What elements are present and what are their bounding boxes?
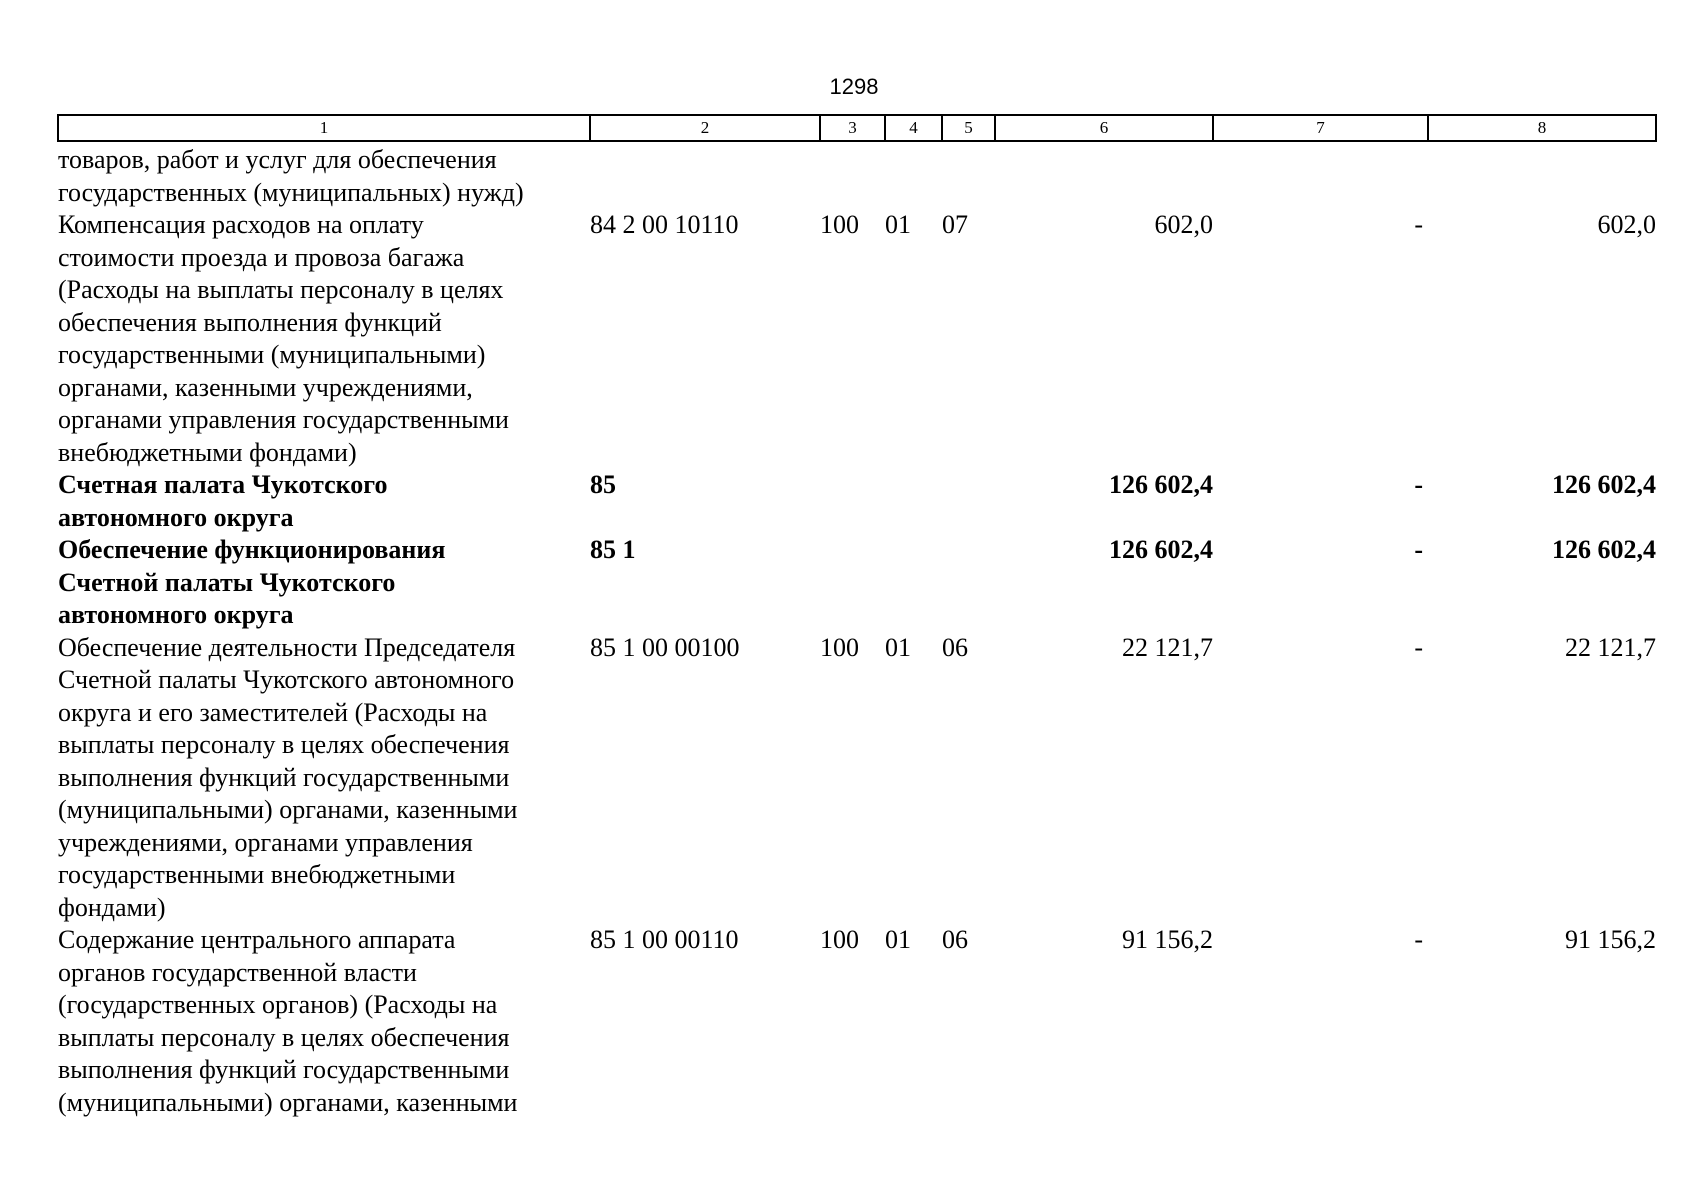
row-name-line: внебюджетными фондами) bbox=[58, 437, 357, 467]
row-name-line: выполнения функций государственными bbox=[58, 762, 510, 792]
target-article-code: 85 bbox=[590, 470, 616, 499]
amount-col6: 126 602,4 bbox=[1109, 535, 1213, 564]
row-name-line: (Расходы на выплаты персоналу в целях bbox=[58, 275, 504, 304]
row-name-line: (муниципальными) органами, казенными bbox=[58, 795, 518, 824]
subsection-code: 07 bbox=[942, 210, 968, 239]
expense-type-code: 100 bbox=[820, 632, 859, 662]
amount-col6 bbox=[995, 141, 1213, 209]
section-code bbox=[885, 141, 942, 209]
row-name-line: фондами) bbox=[58, 892, 166, 922]
target-article-code: 85 1 00 00100 bbox=[590, 632, 740, 662]
amount-col6: 91 156,2 bbox=[1122, 925, 1213, 954]
column-number-header: 8 bbox=[1428, 115, 1656, 141]
column-number-header: 1 bbox=[58, 115, 590, 141]
column-number-header: 7 bbox=[1213, 115, 1428, 141]
expense-type-code bbox=[820, 534, 885, 632]
target-article-code: 85 1 00 00110 bbox=[590, 925, 739, 954]
row-name-line: государственными (муниципальными) bbox=[58, 340, 486, 369]
row-name-line: государственных (муниципальных) нужд) bbox=[58, 177, 524, 207]
expense-type-code bbox=[820, 141, 885, 209]
target-article-code: 84 2 00 10110 bbox=[590, 210, 739, 239]
column-number-header: 4 bbox=[885, 115, 942, 141]
subsection-code: 06 bbox=[942, 925, 968, 954]
row-name-line: округа и его заместителей (Расходы на bbox=[58, 697, 488, 727]
subsection-code bbox=[942, 141, 995, 209]
row-name-line: выполнения функций государственными bbox=[58, 1055, 510, 1084]
row-name-line: автономного округа bbox=[58, 600, 294, 629]
row-name-line: учреждениями, органами управления bbox=[58, 827, 473, 857]
row-name-line: органами, казенными учреждениями, bbox=[58, 372, 473, 402]
row-name-line: выплаты персоналу в целях обеспечения bbox=[58, 730, 510, 759]
row-name-line: стоимости проезда и провоза багажа bbox=[58, 242, 465, 272]
row-name-line: (муниципальными) органами, казенными bbox=[58, 1087, 518, 1117]
table-body bbox=[58, 141, 1656, 1119]
amount-col8 bbox=[1428, 141, 1656, 209]
budget-table bbox=[57, 114, 1657, 1119]
row-name-line: Содержание центрального аппарата bbox=[58, 925, 456, 954]
subsection-code: 06 bbox=[942, 632, 968, 662]
row-name-line: органами управления государственными bbox=[58, 405, 509, 434]
amount-col8: 91 156,2 bbox=[1565, 925, 1656, 954]
row-name-line: Компенсация расходов на оплату bbox=[58, 210, 424, 239]
column-number-header-row bbox=[58, 115, 1656, 141]
expense-type-code bbox=[820, 469, 885, 534]
table-row bbox=[58, 469, 1656, 534]
row-name bbox=[58, 632, 590, 925]
row-name bbox=[58, 141, 590, 209]
amount-col7: - bbox=[1414, 925, 1423, 954]
section-code: 01 bbox=[885, 632, 911, 662]
section-code: 01 bbox=[885, 210, 911, 239]
amount-col7: - bbox=[1414, 632, 1423, 662]
row-name bbox=[58, 469, 590, 534]
subsection-code bbox=[942, 469, 995, 534]
expense-type-code: 100 bbox=[820, 210, 859, 239]
amount-col8: 602,0 bbox=[1597, 210, 1656, 239]
row-name-line: органов государственной власти bbox=[58, 957, 417, 987]
row-name bbox=[58, 924, 590, 1119]
column-number-header: 3 bbox=[820, 115, 885, 141]
amount-col8: 126 602,4 bbox=[1552, 535, 1656, 564]
amount-col8: 22 121,7 bbox=[1565, 632, 1656, 662]
target-article-code: 85 1 bbox=[590, 535, 636, 564]
column-number-header: 6 bbox=[995, 115, 1213, 141]
row-name-line: Обеспечение деятельности Председателя bbox=[58, 632, 516, 662]
row-name-line: выплаты персоналу в целях обеспечения bbox=[58, 1022, 510, 1052]
row-name bbox=[58, 209, 590, 469]
amount-col6: 126 602,4 bbox=[1109, 470, 1213, 499]
row-name-line: Счетной палаты Чукотского автономного bbox=[58, 665, 515, 694]
table-row bbox=[58, 632, 1656, 925]
row-name-line: обеспечения выполнения функций bbox=[58, 307, 442, 337]
table-row bbox=[58, 141, 1656, 209]
column-number-header: 5 bbox=[942, 115, 995, 141]
amount-col7: - bbox=[1414, 470, 1423, 499]
section-code bbox=[885, 469, 942, 534]
row-name-line: (государственных органов) (Расходы на bbox=[58, 990, 498, 1019]
amount-col7: - bbox=[1414, 210, 1423, 239]
section-code bbox=[885, 534, 942, 632]
amount-col7 bbox=[1213, 141, 1428, 209]
row-name-line: Обеспечение функционирования bbox=[58, 535, 446, 564]
amount-col6: 602,0 bbox=[1154, 210, 1213, 239]
amount-col7: - bbox=[1414, 535, 1423, 564]
row-name-line: государственными внебюджетными bbox=[58, 860, 456, 889]
row-name bbox=[58, 534, 590, 632]
amount-col6: 22 121,7 bbox=[1122, 632, 1213, 662]
row-name-line: Счетной палаты Чукотского bbox=[58, 567, 396, 597]
section-code: 01 bbox=[885, 925, 911, 954]
subsection-code bbox=[942, 534, 995, 632]
target-article-code bbox=[590, 141, 820, 209]
table-row bbox=[58, 209, 1656, 469]
amount-col8: 126 602,4 bbox=[1552, 470, 1656, 499]
row-name-line: автономного округа bbox=[58, 502, 294, 532]
page-number: 1298 bbox=[829, 74, 879, 99]
table-row bbox=[58, 534, 1656, 632]
table-row bbox=[58, 924, 1656, 1119]
expense-type-code: 100 bbox=[820, 925, 859, 954]
row-name-line: Счетная палата Чукотского bbox=[58, 470, 388, 499]
row-name-line: товаров, работ и услуг для обеспечения bbox=[58, 145, 497, 174]
column-number-header: 2 bbox=[590, 115, 820, 141]
